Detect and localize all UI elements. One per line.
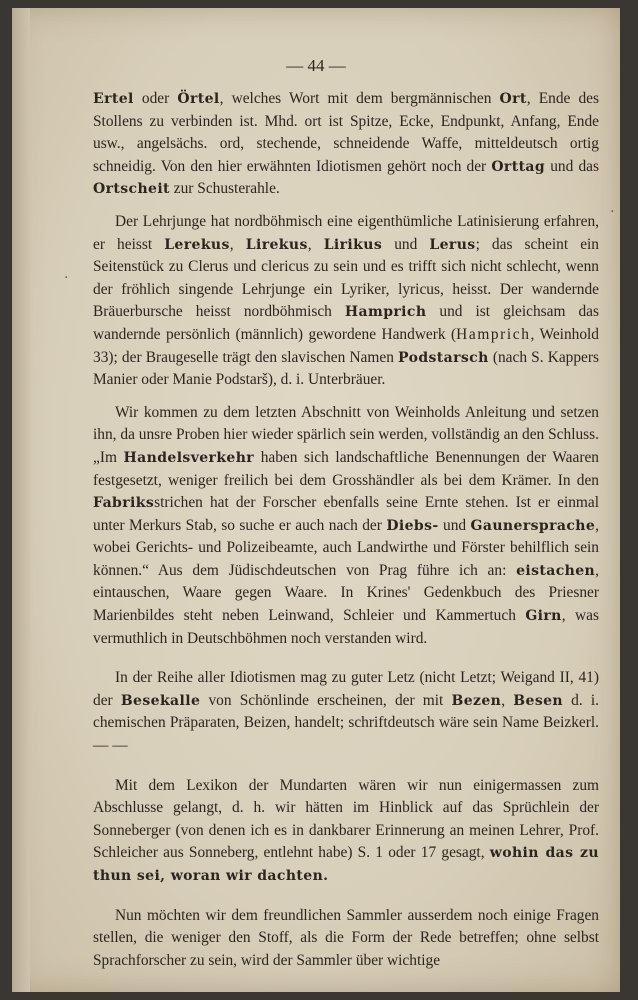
emphasized-term: Besen: [513, 692, 563, 709]
spaced-term: Hamprich: [456, 325, 531, 343]
text-run: , wobei Gerichts- und Polizeibeamte, auch Landwirthe und Förster behilflich sein können.“ Aus dem Jüdischdeutschen von Prag führe ich an:: [93, 516, 599, 579]
text-run: , Weinhold 33); der Braugeselle trägt den slavischen Namen: [93, 325, 599, 366]
text-run: und: [438, 516, 471, 534]
paragraph-3: [93, 402, 599, 651]
book-page: [12, 8, 620, 992]
paragraph-6: [93, 905, 599, 973]
text-run: oder: [133, 90, 178, 107]
text-run: strichen hat der Forscher ebenfalls seine Ernte stehen. Ist er einmal unter Merkurs Stab, so suche er auch nach der: [93, 494, 599, 534]
emphasized-term: Orttag: [491, 158, 546, 175]
emphasized-term: wohin das zu thun sei, woran wir dachten.: [93, 845, 599, 884]
text-run: haben sich landschaftliche Benennungen der Waaren festgesetzt, weniger freilich bei dem Grosshändler als bei dem Krämer. In den: [93, 448, 599, 489]
emphasized-term: Handelsverkehr: [123, 449, 255, 466]
paragraph-1: [93, 88, 599, 201]
text-run: ,: [229, 235, 246, 253]
text-run: ,: [307, 235, 324, 253]
emphasized-term: Ort: [499, 91, 527, 107]
emphasized-term: Gaunersprache: [470, 517, 596, 534]
text-run: ,: [501, 691, 514, 709]
text-run: zur Schusterahle.: [169, 180, 280, 198]
text-run: Wir kommen zu dem letzten Abschnitt von Weinholds Anleitung und setzen ihn, da unsre Proben hier wieder spärlich sein werden, vollständig an den Schluss. „Im: [93, 403, 599, 466]
body-text: [93, 88, 599, 972]
emphasized-term: Podstarsch: [398, 349, 489, 366]
emphasized-term: Besekalle: [120, 692, 201, 709]
emphasized-term: Fabriks: [93, 495, 155, 512]
text-run: ; das scheint ein Seitenstück zu Clerus und clericus zu sein und es trifft sich nicht schlecht, wenn der fröhlich singende Lehrjunge ein Lyriker, lyricus, heisst. Der wandernde Bräuerbursche heisst nordböhmisch: [93, 235, 600, 321]
text-run: , welches Wort mit dem bergmännischen: [219, 90, 500, 107]
text-run: (nach S. Kappers Manier oder Manie Podstarš), d. i. Unterbräuer.: [93, 348, 599, 389]
emphasized-term: Lerus: [429, 236, 476, 253]
text-run: Nun möchten wir dem freundlichen Sammler ausserdem noch einige Fragen stellen, die weniger den Stoff, als die Form der Rede betreffen; ohne selbst Sprachforscher zu sein, wird der Sammler über wichtige: [93, 906, 599, 969]
page-number: — 44 —: [286, 56, 346, 75]
margin-speck-mark: ·: [64, 270, 69, 286]
paragraph-5: [93, 775, 599, 888]
emphasized-term: Ertel: [93, 91, 134, 107]
text-run: und: [382, 235, 430, 253]
emphasized-term: Lirekus: [245, 236, 308, 253]
text-run: Mit dem Lexikon der Mundarten wären wir nun einigermassen zum Abschlusse gelangt, d. h. wir hätten im Hinblick auf das Sprüchlein der Sonneberger (von denen ich es in dankbarer Erinnerung an meinen Lehrer, Prof. Schleicher aus Sonneberg, entlehnt habe) S. 1 oder 17 gesagt,: [93, 776, 599, 862]
text-run: und ist gleichsam das wandernde persönlich (männlich) gewordene Handwerk (: [93, 303, 599, 343]
text-run: In der Reihe aller Idiotismen mag zu guter Letz (nicht Letzt; Weigand II, 41) der: [93, 669, 599, 709]
text-run: , Ende des Stollens zu verbinden ist. Mhd. ort ist Spitze, Ecke, Endpunkt, Anfang, Ende usw., angelsächs. ord, stechende, schneidende Waffe, mitteldeutsch ortig schneidig. Von den hier erwähnten Idiotismen gehört noch der: [93, 90, 600, 175]
emphasized-term: Girn: [525, 608, 562, 625]
emphasized-term: Diebs-: [386, 517, 439, 534]
emphasized-term: Ortscheit: [93, 181, 170, 198]
text-run: und das: [545, 157, 599, 175]
emphasized-term: Bezen: [451, 692, 502, 709]
text-run: d. i. chemischen Präparaten, Beizen, handelt; schriftdeutsch wäre sein Name Beizkerl. — —: [93, 691, 600, 755]
text-run: , was vermuthlich in Deutschböhmen noch verstanden wird.: [93, 607, 599, 647]
text-run: , eintauschen, Waare gegen Waare. In Krines' Gedenkbuch des Priesner Marienbildes steht neben Leinwand, Schleier und Kammertuch: [93, 561, 599, 625]
text-run: Der Lehrjunge hat nordböhmisch eine eigenthümliche Latinisierung erfahren, er heisst: [93, 212, 599, 253]
paragraph-2: [93, 211, 599, 392]
paragraph-4: [93, 667, 599, 757]
page-binding-edge: [12, 8, 30, 992]
emphasized-term: Örtel: [177, 91, 220, 107]
emphasized-term: Hamprich: [344, 304, 427, 321]
text-run: von Schönlinde erscheinen, der mit: [200, 691, 452, 709]
emphasized-term: Lirikus: [323, 236, 383, 253]
margin-tick-mark: ·: [610, 204, 615, 220]
emphasized-term: Lerekus: [164, 236, 230, 253]
emphasized-term: eistachen: [516, 562, 596, 579]
